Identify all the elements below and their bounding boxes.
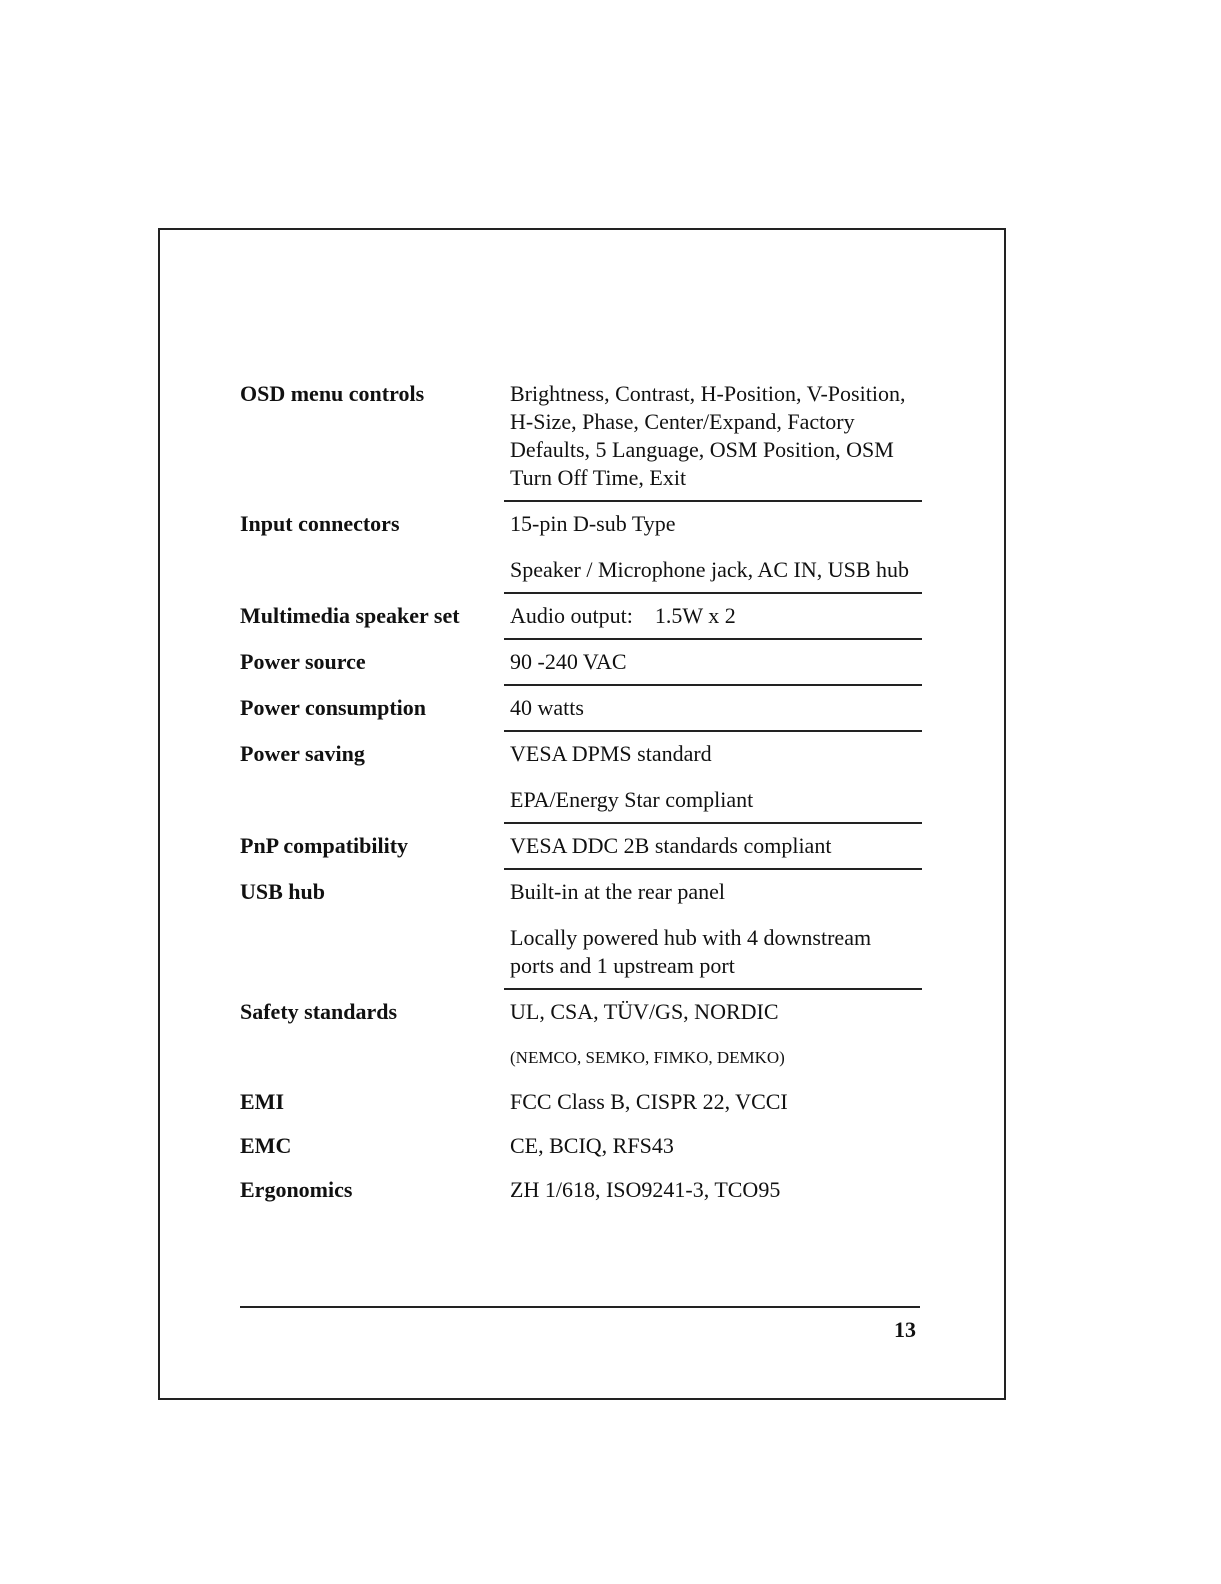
spec-label: Power source xyxy=(240,649,366,674)
spec-values xyxy=(504,732,922,824)
spec-row-power-source xyxy=(240,640,922,686)
spec-label: Input connectors xyxy=(240,511,400,536)
spec-row-power-saving xyxy=(240,732,922,824)
spec-value: EPA/Energy Star compliant xyxy=(510,787,754,812)
spec-values xyxy=(504,686,922,732)
spec-row-input-connectors xyxy=(240,502,922,594)
specifications-table xyxy=(240,372,922,1212)
spec-value: Built-in at the rear panel xyxy=(510,879,726,904)
spec-values xyxy=(504,1124,922,1168)
page-number: 13 xyxy=(894,1317,916,1342)
spec-values xyxy=(504,824,922,870)
spec-row-power-consumption xyxy=(240,686,922,732)
spec-value: VESA DDC 2B standards compliant xyxy=(510,833,832,858)
spec-row-usb-hub xyxy=(240,870,922,990)
spec-values xyxy=(504,594,922,640)
spec-value: Speaker / Microphone jack, AC IN, USB hub xyxy=(510,557,909,582)
spec-values xyxy=(504,640,922,686)
spec-row-safety-standards xyxy=(240,990,922,1080)
spec-label: EMC xyxy=(240,1133,292,1158)
spec-value: Brightness, Contrast, H-Position, V-Position, H-Size, Phase, Center/Expand, Factory Defaults, 5 Language, OSM Position, OSM Turn Off Time, Exit xyxy=(510,381,906,490)
spec-label: PnP compatibility xyxy=(240,833,409,858)
spec-value: FCC Class B, CISPR 22, VCCI xyxy=(510,1089,788,1114)
spec-value: (NEMCO, SEMKO, FIMKO, DEMKO) xyxy=(510,1048,785,1067)
spec-label: OSD menu controls xyxy=(240,381,425,406)
spec-value: Audio output: 1.5W x 2 xyxy=(510,603,736,628)
spec-row-pnp-compatibility xyxy=(240,824,922,870)
spec-values xyxy=(504,372,922,502)
spec-row-osd-menu-controls xyxy=(240,372,922,502)
spec-values xyxy=(504,990,922,1080)
spec-values xyxy=(504,1168,922,1212)
spec-row-ergonomics xyxy=(240,1168,922,1212)
spec-row-multimedia-speaker-set xyxy=(240,594,922,640)
spec-row-emi xyxy=(240,1080,922,1124)
spec-row-emc xyxy=(240,1124,922,1168)
spec-value: 40 watts xyxy=(510,695,584,720)
spec-label: Power saving xyxy=(240,741,365,766)
spec-value: VESA DPMS standard xyxy=(510,741,712,766)
spec-label: Power consumption xyxy=(240,695,426,720)
spec-value: CE, BCIQ, RFS43 xyxy=(510,1133,674,1158)
spec-values xyxy=(504,502,922,594)
spec-value: 90 -240 VAC xyxy=(510,649,627,674)
spec-value: Locally powered hub with 4 downstream ports and 1 upstream port xyxy=(510,925,872,978)
spec-label: EMI xyxy=(240,1089,284,1114)
footer-rule xyxy=(240,1306,920,1308)
spec-value: 15-pin D-sub Type xyxy=(510,511,676,536)
spec-values xyxy=(504,1080,922,1124)
spec-values xyxy=(504,870,922,990)
spec-label: USB hub xyxy=(240,879,326,904)
spec-value: UL, CSA, TÜV/GS, NORDIC xyxy=(510,999,779,1024)
spec-value: ZH 1/618, ISO9241-3, TCO95 xyxy=(510,1177,781,1202)
spec-label: Multimedia speaker set xyxy=(240,603,460,628)
spec-label: Ergonomics xyxy=(240,1177,353,1202)
spec-label: Safety standards xyxy=(240,999,398,1024)
